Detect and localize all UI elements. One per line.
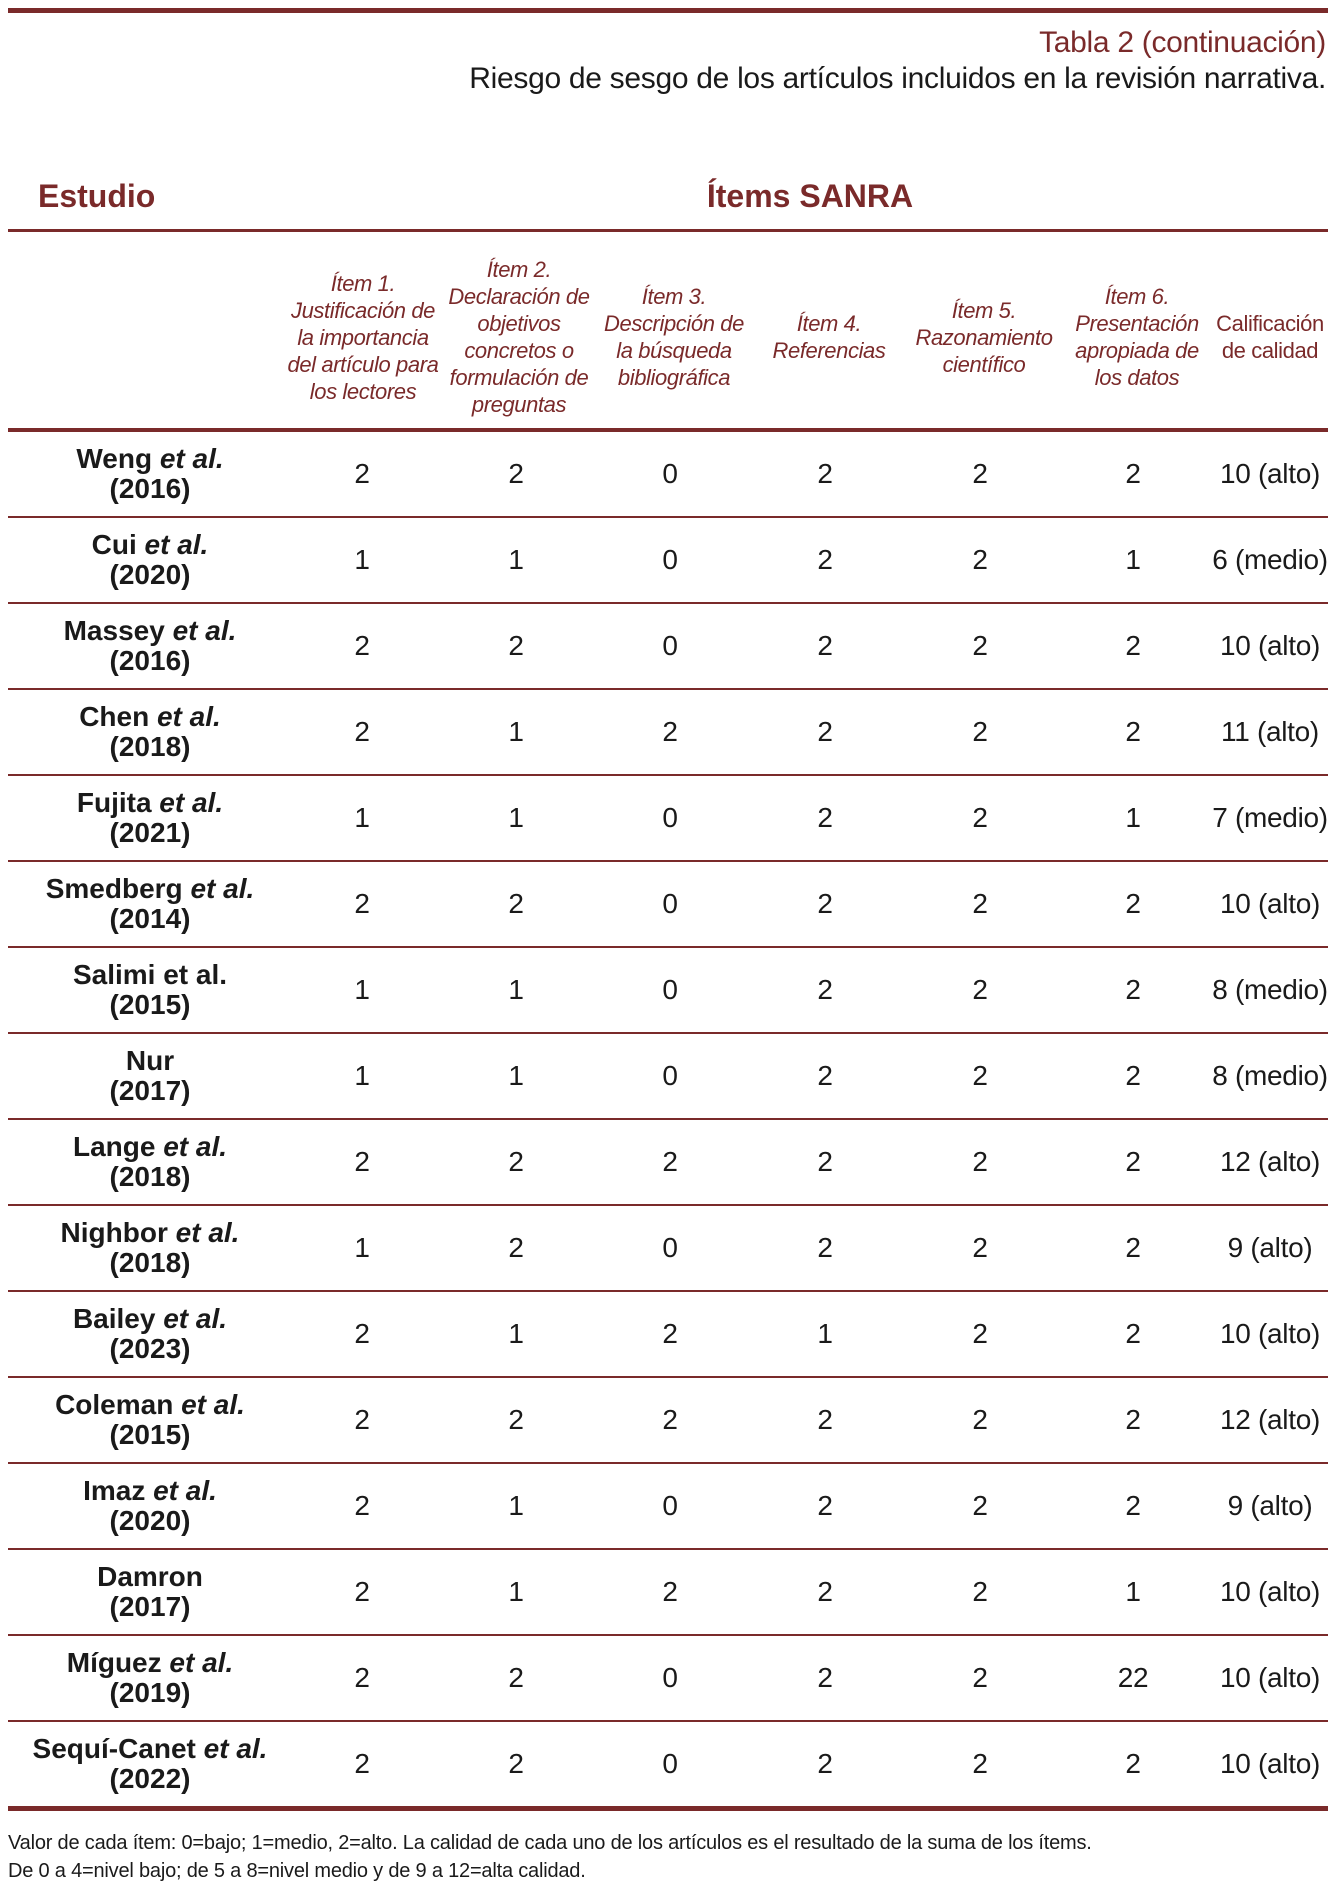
quality-score: 9 (alto) bbox=[1227, 1232, 1313, 1263]
study-cell bbox=[22, 530, 278, 590]
study-author: Nighbor bbox=[60, 1217, 168, 1248]
item-2-value: 1 bbox=[508, 544, 524, 575]
item-5-value: 2 bbox=[972, 974, 988, 1005]
study-etal: et al. bbox=[155, 1131, 228, 1162]
item-2-value: 2 bbox=[508, 1662, 524, 1693]
quality-score: 7 (medio) bbox=[1212, 802, 1328, 833]
study-cell bbox=[22, 1046, 278, 1106]
quality-score: 10 (alto) bbox=[1219, 888, 1321, 919]
study-year: (2020) bbox=[109, 559, 191, 590]
study-year: (2014) bbox=[109, 903, 191, 934]
study-cell bbox=[22, 616, 278, 676]
study-author: Coleman bbox=[55, 1389, 174, 1420]
item-3-value: 2 bbox=[662, 1318, 678, 1349]
study-year: (2020) bbox=[109, 1505, 191, 1536]
study-author: Míguez bbox=[66, 1647, 162, 1678]
column-header-item-6: Ítem 6. Presentación apropiada de los datos bbox=[1075, 284, 1199, 390]
item-1-value: 1 bbox=[354, 974, 370, 1005]
table-row bbox=[8, 1034, 1328, 1120]
quality-score: 10 (alto) bbox=[1219, 1662, 1321, 1693]
item-5-value: 2 bbox=[972, 1490, 988, 1521]
item-5-value: 2 bbox=[972, 716, 988, 747]
table-title: Riesgo de sesgo de los artículos incluidos en la revisión narrativa. bbox=[469, 62, 1326, 95]
item-6-value: 2 bbox=[1125, 630, 1141, 661]
item-6-value: 2 bbox=[1125, 1748, 1141, 1779]
item-1-value: 2 bbox=[354, 716, 370, 747]
study-year: (2017) bbox=[109, 1075, 191, 1106]
item-4-value: 2 bbox=[817, 630, 833, 661]
item-4-value: 2 bbox=[817, 1232, 833, 1263]
study-etal: et al. bbox=[152, 443, 224, 474]
item-5-value: 2 bbox=[972, 1232, 988, 1263]
quality-score: 9 (alto) bbox=[1227, 1490, 1313, 1521]
item-2-value: 1 bbox=[508, 1576, 524, 1607]
item-4-value: 2 bbox=[817, 544, 833, 575]
item-4-value: 2 bbox=[817, 974, 833, 1005]
study-etal: et al. bbox=[173, 1389, 245, 1420]
study-year: (2018) bbox=[109, 731, 191, 762]
study-etal: et al. bbox=[164, 615, 237, 646]
item-5-value: 2 bbox=[972, 1146, 988, 1177]
footnote-line-2: De 0 a 4=nivel bajo; de 5 a 8=nivel medio y de 9 a 12=alta calidad. bbox=[8, 1860, 586, 1882]
item-6-value: 1 bbox=[1125, 1576, 1141, 1607]
item-3-value: 0 bbox=[662, 1748, 678, 1779]
item-1-value: 2 bbox=[354, 458, 370, 489]
item-6-value: 1 bbox=[1125, 544, 1141, 575]
study-etal: et al. bbox=[149, 701, 221, 732]
study-author: Weng bbox=[76, 443, 153, 474]
item-1-value: 2 bbox=[354, 1404, 370, 1435]
item-2-value: 2 bbox=[508, 1748, 524, 1779]
study-author: Salimi et al. bbox=[72, 959, 228, 990]
table-row bbox=[8, 518, 1328, 604]
item-3-value: 0 bbox=[662, 458, 678, 489]
study-author: Sequí-Canet bbox=[32, 1733, 196, 1764]
item-3-value: 2 bbox=[662, 1404, 678, 1435]
item-5-value: 2 bbox=[972, 1404, 988, 1435]
study-author: Cui bbox=[91, 529, 137, 560]
table-row bbox=[8, 948, 1328, 1034]
item-3-value: 0 bbox=[662, 974, 678, 1005]
study-cell bbox=[22, 1734, 278, 1794]
quality-score: 8 (medio) bbox=[1212, 974, 1328, 1005]
column-header-item-2: Ítem 2. Declaración de objetivos concretos o formulación de preguntas bbox=[448, 257, 590, 417]
item-6-value: 2 bbox=[1125, 1060, 1141, 1091]
study-year: (2016) bbox=[109, 473, 191, 504]
item-2-value: 2 bbox=[508, 1404, 524, 1435]
item-3-value: 2 bbox=[662, 1576, 678, 1607]
quality-score: 12 (alto) bbox=[1219, 1404, 1321, 1435]
study-etal: et al. bbox=[167, 1217, 240, 1248]
item-1-value: 1 bbox=[354, 1232, 370, 1263]
header-rule bbox=[8, 229, 1328, 232]
study-cell bbox=[22, 1648, 278, 1708]
item-1-value: 2 bbox=[354, 888, 370, 919]
table-label: Tabla 2 (continuación) bbox=[1039, 26, 1326, 59]
top-rule bbox=[8, 8, 1328, 13]
item-2-value: 1 bbox=[508, 1318, 524, 1349]
item-3-value: 2 bbox=[662, 1146, 678, 1177]
item-6-value: 2 bbox=[1125, 1318, 1141, 1349]
study-year: (2021) bbox=[109, 817, 191, 848]
study-author: Smedberg bbox=[45, 873, 183, 904]
item-2-value: 2 bbox=[508, 458, 524, 489]
item-5-value: 2 bbox=[972, 630, 988, 661]
table-row bbox=[8, 604, 1328, 690]
item-3-value: 0 bbox=[662, 544, 678, 575]
column-header-quality: Calificación de calidad bbox=[1216, 311, 1324, 363]
item-6-value: 2 bbox=[1125, 1404, 1141, 1435]
item-6-value: 2 bbox=[1125, 1490, 1141, 1521]
item-4-value: 2 bbox=[817, 888, 833, 919]
item-4-value: 2 bbox=[817, 1748, 833, 1779]
study-year: (2016) bbox=[109, 645, 191, 676]
table-row bbox=[8, 862, 1328, 948]
study-author: Nur bbox=[125, 1045, 175, 1076]
item-1-value: 2 bbox=[354, 1146, 370, 1177]
study-etal: et al. bbox=[155, 1303, 228, 1334]
item-1-value: 1 bbox=[354, 544, 370, 575]
study-cell bbox=[22, 1132, 278, 1192]
study-cell bbox=[22, 874, 278, 934]
column-header-item-3: Ítem 3. Descripción de la búsqueda bibliográfica bbox=[604, 284, 744, 390]
item-1-value: 2 bbox=[354, 1318, 370, 1349]
item-2-value: 2 bbox=[508, 630, 524, 661]
item-3-value: 0 bbox=[662, 1060, 678, 1091]
item-2-value: 1 bbox=[508, 1490, 524, 1521]
item-3-value: 2 bbox=[662, 716, 678, 747]
item-4-value: 2 bbox=[817, 1576, 833, 1607]
footnote-line-1: Valor de cada ítem: 0=bajo; 1=medio, 2=alto. La calidad de cada uno de los artículos es el resultado de la suma de los ítems. bbox=[8, 1832, 1092, 1854]
quality-score: 11 (alto) bbox=[1221, 716, 1319, 747]
item-1-value: 1 bbox=[354, 1060, 370, 1091]
item-3-value: 0 bbox=[662, 802, 678, 833]
item-2-value: 1 bbox=[508, 802, 524, 833]
item-3-value: 0 bbox=[662, 1662, 678, 1693]
quality-score: 10 (alto) bbox=[1219, 1748, 1321, 1779]
study-author: Fujita bbox=[76, 787, 152, 818]
study-cell bbox=[22, 444, 278, 504]
item-6-value: 2 bbox=[1125, 1232, 1141, 1263]
quality-score: 10 (alto) bbox=[1219, 1318, 1321, 1349]
item-4-value: 1 bbox=[817, 1318, 833, 1349]
item-4-value: 2 bbox=[817, 716, 833, 747]
item-2-value: 1 bbox=[508, 1060, 524, 1091]
item-4-value: 2 bbox=[817, 1662, 833, 1693]
study-author: Bailey bbox=[72, 1303, 156, 1334]
item-1-value: 2 bbox=[354, 1490, 370, 1521]
quality-score: 10 (alto) bbox=[1219, 630, 1321, 661]
study-author: Imaz bbox=[83, 1475, 146, 1506]
study-etal: et al. bbox=[182, 873, 255, 904]
item-5-value: 2 bbox=[972, 888, 988, 919]
item-5-value: 2 bbox=[972, 1060, 988, 1091]
item-5-value: 2 bbox=[972, 544, 988, 575]
quality-score: 10 (alto) bbox=[1219, 1576, 1321, 1607]
column-header-item-5: Ítem 5. Razonamiento científico bbox=[915, 297, 1053, 377]
study-cell bbox=[22, 788, 278, 848]
item-6-value: 2 bbox=[1125, 888, 1141, 919]
study-column-heading: Estudio bbox=[38, 178, 156, 214]
item-1-value: 2 bbox=[354, 1662, 370, 1693]
table-bottom-rule bbox=[8, 1807, 1328, 1811]
quality-score: 10 (alto) bbox=[1219, 458, 1321, 489]
item-4-value: 2 bbox=[817, 802, 833, 833]
item-4-value: 2 bbox=[817, 1490, 833, 1521]
study-cell bbox=[22, 1304, 278, 1364]
item-2-value: 1 bbox=[508, 716, 524, 747]
item-6-value: 2 bbox=[1125, 974, 1141, 1005]
column-header-item-4: Ítem 4. Referencias bbox=[772, 311, 886, 363]
table-row bbox=[8, 1550, 1328, 1636]
item-6-value: 2 bbox=[1125, 458, 1141, 489]
table-footnote bbox=[8, 1829, 1328, 1885]
item-5-value: 2 bbox=[972, 802, 988, 833]
table-row bbox=[8, 1464, 1328, 1550]
item-4-value: 2 bbox=[817, 1060, 833, 1091]
study-cell bbox=[22, 702, 278, 762]
table-row bbox=[8, 1120, 1328, 1206]
table-row bbox=[8, 1292, 1328, 1378]
study-etal: et al. bbox=[145, 1475, 217, 1506]
item-2-value: 2 bbox=[508, 888, 524, 919]
quality-score: 12 (alto) bbox=[1219, 1146, 1321, 1177]
study-year: (2022) bbox=[109, 1763, 191, 1794]
study-cell bbox=[22, 1218, 278, 1278]
table-row bbox=[8, 1378, 1328, 1464]
item-5-value: 2 bbox=[972, 1748, 988, 1779]
item-3-value: 0 bbox=[662, 1490, 678, 1521]
sanra-group-heading: Ítems SANRA bbox=[706, 178, 914, 214]
item-5-value: 2 bbox=[972, 458, 988, 489]
study-cell bbox=[22, 960, 278, 1020]
item-1-value: 2 bbox=[354, 1576, 370, 1607]
item-6-value: 2 bbox=[1125, 716, 1141, 747]
study-etal: et al. bbox=[136, 529, 209, 560]
study-year: (2019) bbox=[109, 1677, 191, 1708]
study-author: Lange bbox=[72, 1131, 156, 1162]
study-etal: et al. bbox=[151, 787, 224, 818]
table-row bbox=[8, 1636, 1328, 1722]
item-6-value: 2 bbox=[1125, 1146, 1141, 1177]
item-1-value: 1 bbox=[354, 802, 370, 833]
item-5-value: 2 bbox=[972, 1662, 988, 1693]
table-row bbox=[8, 1206, 1328, 1292]
study-year: (2018) bbox=[109, 1161, 191, 1192]
study-year: (2023) bbox=[109, 1333, 191, 1364]
study-cell bbox=[22, 1476, 278, 1536]
item-4-value: 2 bbox=[817, 1404, 833, 1435]
item-4-value: 2 bbox=[817, 458, 833, 489]
item-2-value: 2 bbox=[508, 1232, 524, 1263]
study-cell bbox=[22, 1390, 278, 1450]
study-year: (2018) bbox=[109, 1247, 191, 1278]
item-3-value: 0 bbox=[662, 630, 678, 661]
table-row bbox=[8, 1722, 1328, 1808]
study-author: Chen bbox=[79, 701, 150, 732]
table-row bbox=[8, 432, 1328, 518]
item-5-value: 2 bbox=[972, 1576, 988, 1607]
quality-score: 8 (medio) bbox=[1212, 1060, 1328, 1091]
study-year: (2015) bbox=[109, 1419, 191, 1450]
quality-score: 6 (medio) bbox=[1212, 544, 1328, 575]
study-etal: et al. bbox=[195, 1733, 268, 1764]
item-2-value: 1 bbox=[508, 974, 524, 1005]
study-year: (2015) bbox=[109, 989, 191, 1020]
item-4-value: 2 bbox=[817, 1146, 833, 1177]
table-row bbox=[8, 776, 1328, 862]
item-1-value: 2 bbox=[354, 630, 370, 661]
study-author: Massey bbox=[63, 615, 165, 646]
item-6-value: 22 bbox=[1117, 1662, 1149, 1693]
item-2-value: 2 bbox=[508, 1146, 524, 1177]
item-5-value: 2 bbox=[972, 1318, 988, 1349]
item-1-value: 2 bbox=[354, 1748, 370, 1779]
item-6-value: 1 bbox=[1125, 802, 1141, 833]
study-cell bbox=[22, 1562, 278, 1622]
item-3-value: 0 bbox=[662, 1232, 678, 1263]
item-3-value: 0 bbox=[662, 888, 678, 919]
study-etal: et al. bbox=[161, 1647, 234, 1678]
study-author: Damron bbox=[97, 1561, 203, 1592]
column-header-item-1: Ítem 1. Justificación de la importancia del artículo para los lectores bbox=[287, 270, 439, 404]
study-year: (2017) bbox=[109, 1591, 191, 1622]
table-row bbox=[8, 690, 1328, 776]
